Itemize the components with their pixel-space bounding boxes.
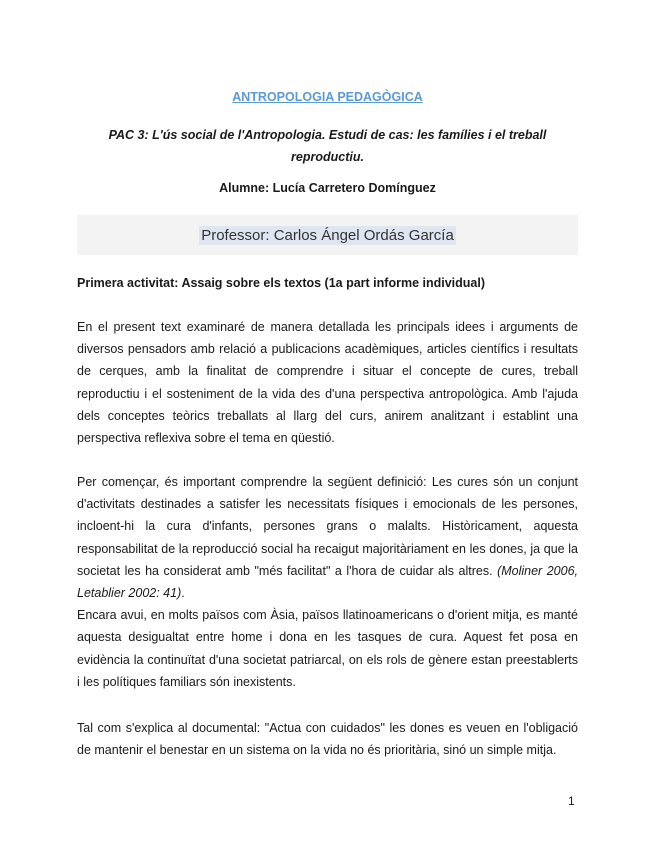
professor-box (77, 215, 578, 255)
paragraph-2-body (77, 471, 578, 604)
paragraph-1 (77, 316, 578, 449)
paragraph-4 (77, 717, 578, 761)
page-number: 1 (568, 794, 575, 808)
professor-name: Professor: Carlos Ángel Ordás García (201, 226, 454, 244)
paragraph-2 (77, 471, 578, 693)
paragraph-2-end: . (181, 586, 185, 601)
paragraph-1-text: En el present text examinaré de manera detallada les principals idees i arguments de diversos pensadors amb relació a publicacions acadèmiques, articles científics i resultats de cerques, amb la finalitat de comprendre i situar el concepte de cures, treball reproductiu i el sosteniment de la vida des d'una perspectiva antropològica. Amb l'ajuda dels conceptes teòrics treballats al llarg del curs, anirem analitzant i establint una perspectiva reflexiva sobre el tema en qüestió. (77, 320, 578, 446)
paragraph-4-text: Tal com s'explica al documental: "Actua con cuidados" les dones es veuen en l'obligació de mantenir el benestar en un sistema on la vida no és prioritària, sinó un simple mitja. (77, 721, 578, 758)
student-name: Alumne: Lucía Carretero Domínguez (219, 181, 436, 195)
document-title: ANTROPOLOGIA PEDAGÒGICA (232, 90, 423, 104)
paragraph-2-text: Per començar, és important comprendre la següent definició: Les cures són un conjunt d'activitats destinades a satisfer les necessitats físiques i emocionals de les persones, incloent-hi la cura d'infants, persones grans o malalts. Històricament, aquesta responsabilitat de la reproducció social ha recaigut majoritàriament en les dones, ja que la societat les ha considerat amb "més facilitat" a l'hora de cuidar als altres. (77, 475, 578, 578)
citation: (Moliner 2006, Letablier 2002: 41) (77, 563, 578, 601)
section-title: Primera activitat: Assaig sobre els textos (1a part informe individual) (77, 276, 485, 290)
document-subtitle: PAC 3: L'ús social de l'Antropologia. Estudi de cas: les famílies i el treball reproductiu. (108, 128, 547, 164)
paragraph-3-text: Encara avui, en molts països com Àsia, països llatinoamericans o d'orient mitja, es manté aquesta desigualtat entre home i dona en les tasques de cura. Aquest fet posa en evidència la continuïtat d'una societat patriarcal, on els rols de gènere estan preestablerts i les polítiques familiars són inexistents. (77, 608, 578, 689)
